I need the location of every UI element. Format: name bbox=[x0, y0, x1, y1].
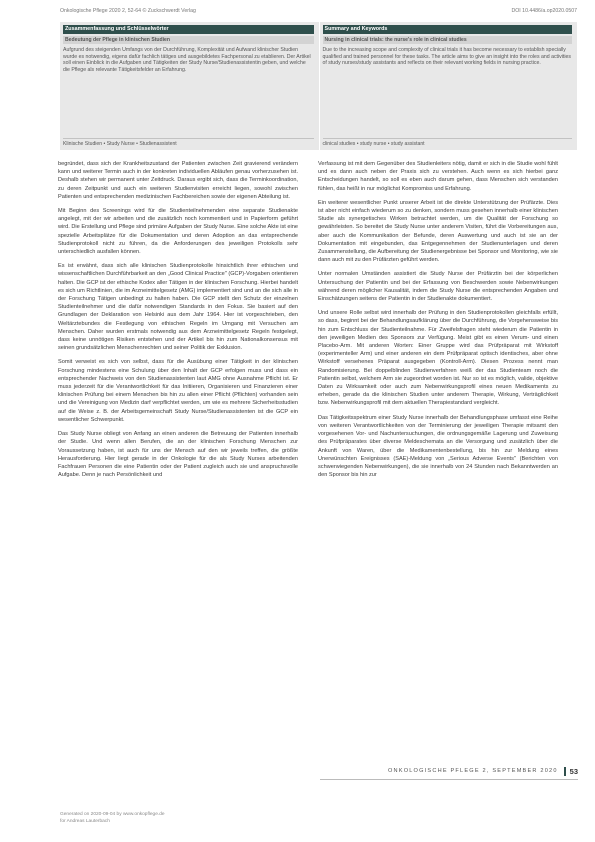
footer-rule bbox=[320, 779, 578, 780]
summary-english bbox=[319, 22, 578, 150]
page-footer bbox=[320, 764, 578, 778]
paragraph: Ein weiterer wesentlicher Punkt unserer Arbeit ist die direkte Unterstützung der Prüfärzte. Dies ist aber nicht einfach wiederum so zu denken, sondern muss gesehen innerhalb einer klinischen Studie als synergetisches Wirken betrachtet werden, um die Qualität der Forschung so gewährleisten. So bereitet die Study Nurse unter anderem Visiten, führt die Vorbereitungen aus, aber auch die Kommunikation der Befunde, deren Auswertung und auch ist sie an der Dokumentation mit eingebunden, das Entgegennehmen der Studienunterlagen und deren Zusammenstellung, die Aufbereitung der Studienergebnisse bei Sponsor und Monitoring, wie sie dann auch mit zu den Prüfärzten geführt werden. bbox=[318, 199, 558, 264]
paragraph: Und unsere Rolle selbst wird innerhalb der Prüfung in den Studienprotokollen gleichfalls erfüllt, so dass, beginnt bei der Behandlungsaufklärung über die Durchführung, die Vorgehensweise bis hin zum Entschluss der Studienteilnahme. Für Zweifelsfragen steht wiederum die Patientin in den jeweiligen Medien des Sponsors zur Verfügung. Meist gibt es einen Verum- und einen Placebo-Arm. Mit anderen Worten: Einer Gruppe wird das Prüfpräparat mit Wirkstoff (experimenteller Arm) und einer anderen ein dem Prüfpräparat optisch identisches, aber ohne Wirkstoff versehenes Präparat ausgegeben (Kontroll-Arm). Diesen Prozess nennt man Randomisierung. Bei doppelblinden Studienverfahren weiß der das Studienteam noch die Patientin selbst, welchem Arm sie zugeordnet worden ist. Nur so ist es möglich, valide, objektive Daten zu Wirksamkeit oder auch zum Nebenwirkungsprofil eines neuen Medikaments zu erheben, gerade da die klinischen Studien unter anderem Therapie, Wirkung, Verträglichkeit bzw. Nebenwirkungsprofil mit dem aktuellen Therapiestandard vergleicht. bbox=[318, 310, 558, 407]
summary-box bbox=[60, 22, 577, 150]
download-line-2: for Andreas Lauterbach bbox=[60, 818, 110, 824]
download-line-1: Generated on 2020-09-04 by www.onkopflege.de bbox=[60, 812, 165, 817]
download-notice bbox=[60, 812, 165, 825]
summary-text-de: Aufgrund des steigenden Umfangs von der Durchführung, Komplexität und Aufwand klinischer Studien wurde es notwendig, eigens dafür fachlich tätiges und ausgebildetes Fachpersonal zu etablieren. Der Artikel soll einen Einblick in die Aufgaben und Tätigkeiten der Study Nurse/Studienassistentin geben, und welche die Pflege als relevante Tätigkeitsfelder an Erfahrung. bbox=[63, 47, 311, 73]
body-column-right bbox=[318, 160, 558, 485]
paragraph: Das Study Nurse obliegt von Anfang an einen anderen die Betreuung der Patienten innerhalb der Studie. Und wenn allen Berufen, die an der klinischen Forschung Menschen zur Voraussetzung haben, ist auch für uns der Mensch auf den wir jeweils treffen, die größte Herausforderung. Hier liegt gerade in der Onkologie für die als Study Nurses arbeitenden Fachfrauen Personen die eine Patientin oder der Patient zugleich auch sie und anspruchsvolle Aufgabe. Denn je nach Persönlichkeit und bbox=[58, 431, 298, 479]
journal-name: ONKOLOGISCHE PFLEGE 2, SEPTEMBER 2020 bbox=[387, 768, 558, 774]
paragraph: begründet, dass sich der Krankheitszustand der Patienten zwischen Zeit gravierend verändern kann und weiterer Termin auch in der konkreten individuellen Abläufen genau vorherzusehen ist. Deshalb stehen wir permanent unter Zeitdruck. Daraus ergibt sich, dass die Terminkoordination, zu deren Zeitpunkt und auch ein weiteren Studienvisiten erreicht liegen, sowohl zwischen Patienten und entsprechenden medizinischen Fachbereichen sowie der eigenen Abteilung ist. bbox=[58, 161, 298, 200]
summary-german bbox=[60, 22, 319, 150]
paragraph: Es ist erwähnt, dass sich alle klinischen Studienprotokolle hinsichtlich ihrer ethischen und wissenschaftlichen Durchführbarkeit an den „Good Clinical Practice" (GCP)-Vorgaben orientieren halten. Die GCP ist der ethische Kodex aller Tätigen in der klinischen Forschung. Hierbei handelt es sich um Richtlinien, die im Arzneimittelgesetz (AMG) implementiert sind und an die sich alle in der Forschung Tätigen unbedingt zu halten haben. Die GCP stellt den Schutz der einzelnen Studienteilnehmer und die dafür notwendigen Standards in den Fokus. Sie basiert auf den Grundlagen der Deklaration von Helsinki aus dem Jahr 1964. Hier ist vorgeschrieben, den Weltärztebundes die Festlegung von ethischen Regeln im Umgang mit Versuchen am Menschen. Daher wurden erstmals notwendig aus dem Arzneimittelgesetz Regeln festgelegt, dass keine unnötigen Risiken entstehen und der Artikel bis hin zum Nationalkonsensus mit seinen grundsätzlichen Menschenrechten und seiner Politik der Exklusion. bbox=[58, 263, 298, 352]
keywords-en: clinical studies • study nurse • study assistant bbox=[323, 138, 573, 147]
summary-text-en: Due to the increasing scope and complexity of clinical trials it has become necessary to establish specially qualified and trained personnel for these tasks. The article aims to give an insight into the roles and activities of study nurses/study assistants and reflects on their relevant working fields in nursing practice. bbox=[322, 47, 571, 66]
paragraph: Verfassung ist mit dem Gegenüber des Studienleiters nötig, damit er sich in die Studie wohl fühlt und es dann auch neben der Praxis sich zu verstehen. Auch wenn es sich hierbei ganz Entscheidungen handelt, so soll es eben auch darum gehen, dass Menschen sich verstanden fühlen, das heißt in nur möglichst Kompromiss und Erfahrung. bbox=[318, 161, 558, 192]
summary-heading-de: Zusammenfassung und Schlüsselwörter bbox=[63, 25, 314, 34]
summary-subheading-en: Nursing in clinical trials: the nurse's role in clinical studies bbox=[323, 36, 573, 44]
summary-subheading-de: Bedeutung der Pflege in klinischen Studien bbox=[63, 36, 314, 44]
paragraph: Unter normalen Umständen assistiert die Study Nurse der Prüfärztin bei der körperlichen Untersuchung der Patientin und bei der Erfassung von Beschwerden sowie Nebenwirkungen während deren möglicher Kausalität, indem die Study Nurse die entsprechenden Angaben und Einschätzungen seitens der Patientin in der Studienakte dokumentiert. bbox=[318, 271, 558, 303]
paragraph: Mit Beginn des Screenings wird für die Studienteilnehmenden eine separate Studienakte angelegt, mit der wir arbeiten und die zusätzlich noch kommentiert und in Papierform geführt wird. Die Erstellung und Pflege sind primäre Aufgaben der Study Nurse. Eine solche Akte ist eine spezielle Arbeitsplätze für die Dokumentation und deren Adoption an das entsprechende Studienprotokoll nicht zu führen, da die Anforderungen des jeweiligen Protokolls sehr unterschiedlich ausfallen können. bbox=[58, 208, 298, 256]
summary-heading-en: Summary and Keywords bbox=[323, 25, 573, 34]
paragraph: Das Tätigkeitsspektrum einer Study Nurse innerhalb der Behandlungsphase umfasst eine Reihe von weiteren Verantwortlichkeiten von der Terminierung der jeweiligen Therapie mitsamt den vorgesehenen Vor- und Nachuntersuchungen, die ordnungsgemäße Lagerung und Zuweisung des Prüfpräparates über diverse Meldeschemata an die Versorgung und zusätzlich über die Ankunft von Waren, über die Medikamentenbestellung, bis hin zur Meldung eines Unerwünschten Ereignisses (SAE)-Meldung von „Serious Adverse Events" (Berichten von schwerwiegenden Nebenwirkungen), die sie innerhalb von 24 Stunden nach Bekanntwerden an den Sponsor bis hin zur bbox=[318, 414, 558, 479]
paragraph: Somit verweist es sich von selbst, dass für die Ausübung einer Tätigkeit in der klinischen Forschung mindestens eine Schulung über den Inhalt der GCP erfolgen muss und dass ein entsprechender Nachweis von den Studienassistenten laut AMG ohne Ausnahme Pflicht ist. Er muss jederzeit für die Verantwortlichkeit für das Initiieren, Organisieren und Finanzieren einer klinischen Prüfung bei einem Menschen bis hin zu allen einer Pflicht (Pflichten) vorhanden sein und die Vereinigung von Medizin darf verpflichtet werden, um wie es mehrere Sicherheitsstudien auf die Weise z. B. der Arbeitsgemeinschaft Study Nurse/Studienassistenten ist die GCP ein wesentlicher Schwerpunkt. bbox=[58, 359, 298, 423]
keywords-de: Klinische Studien • Study Nurse • Studienassistent bbox=[63, 138, 314, 147]
running-header-left: Onkologische Pflege 2020 2, 52-64 © Zuckschwerdt Verlag bbox=[60, 8, 196, 14]
body-column-left bbox=[58, 160, 298, 485]
running-header-right: DOI 10.4486/a.op2020.0507 bbox=[511, 8, 577, 14]
page-number: 53 bbox=[564, 767, 578, 776]
